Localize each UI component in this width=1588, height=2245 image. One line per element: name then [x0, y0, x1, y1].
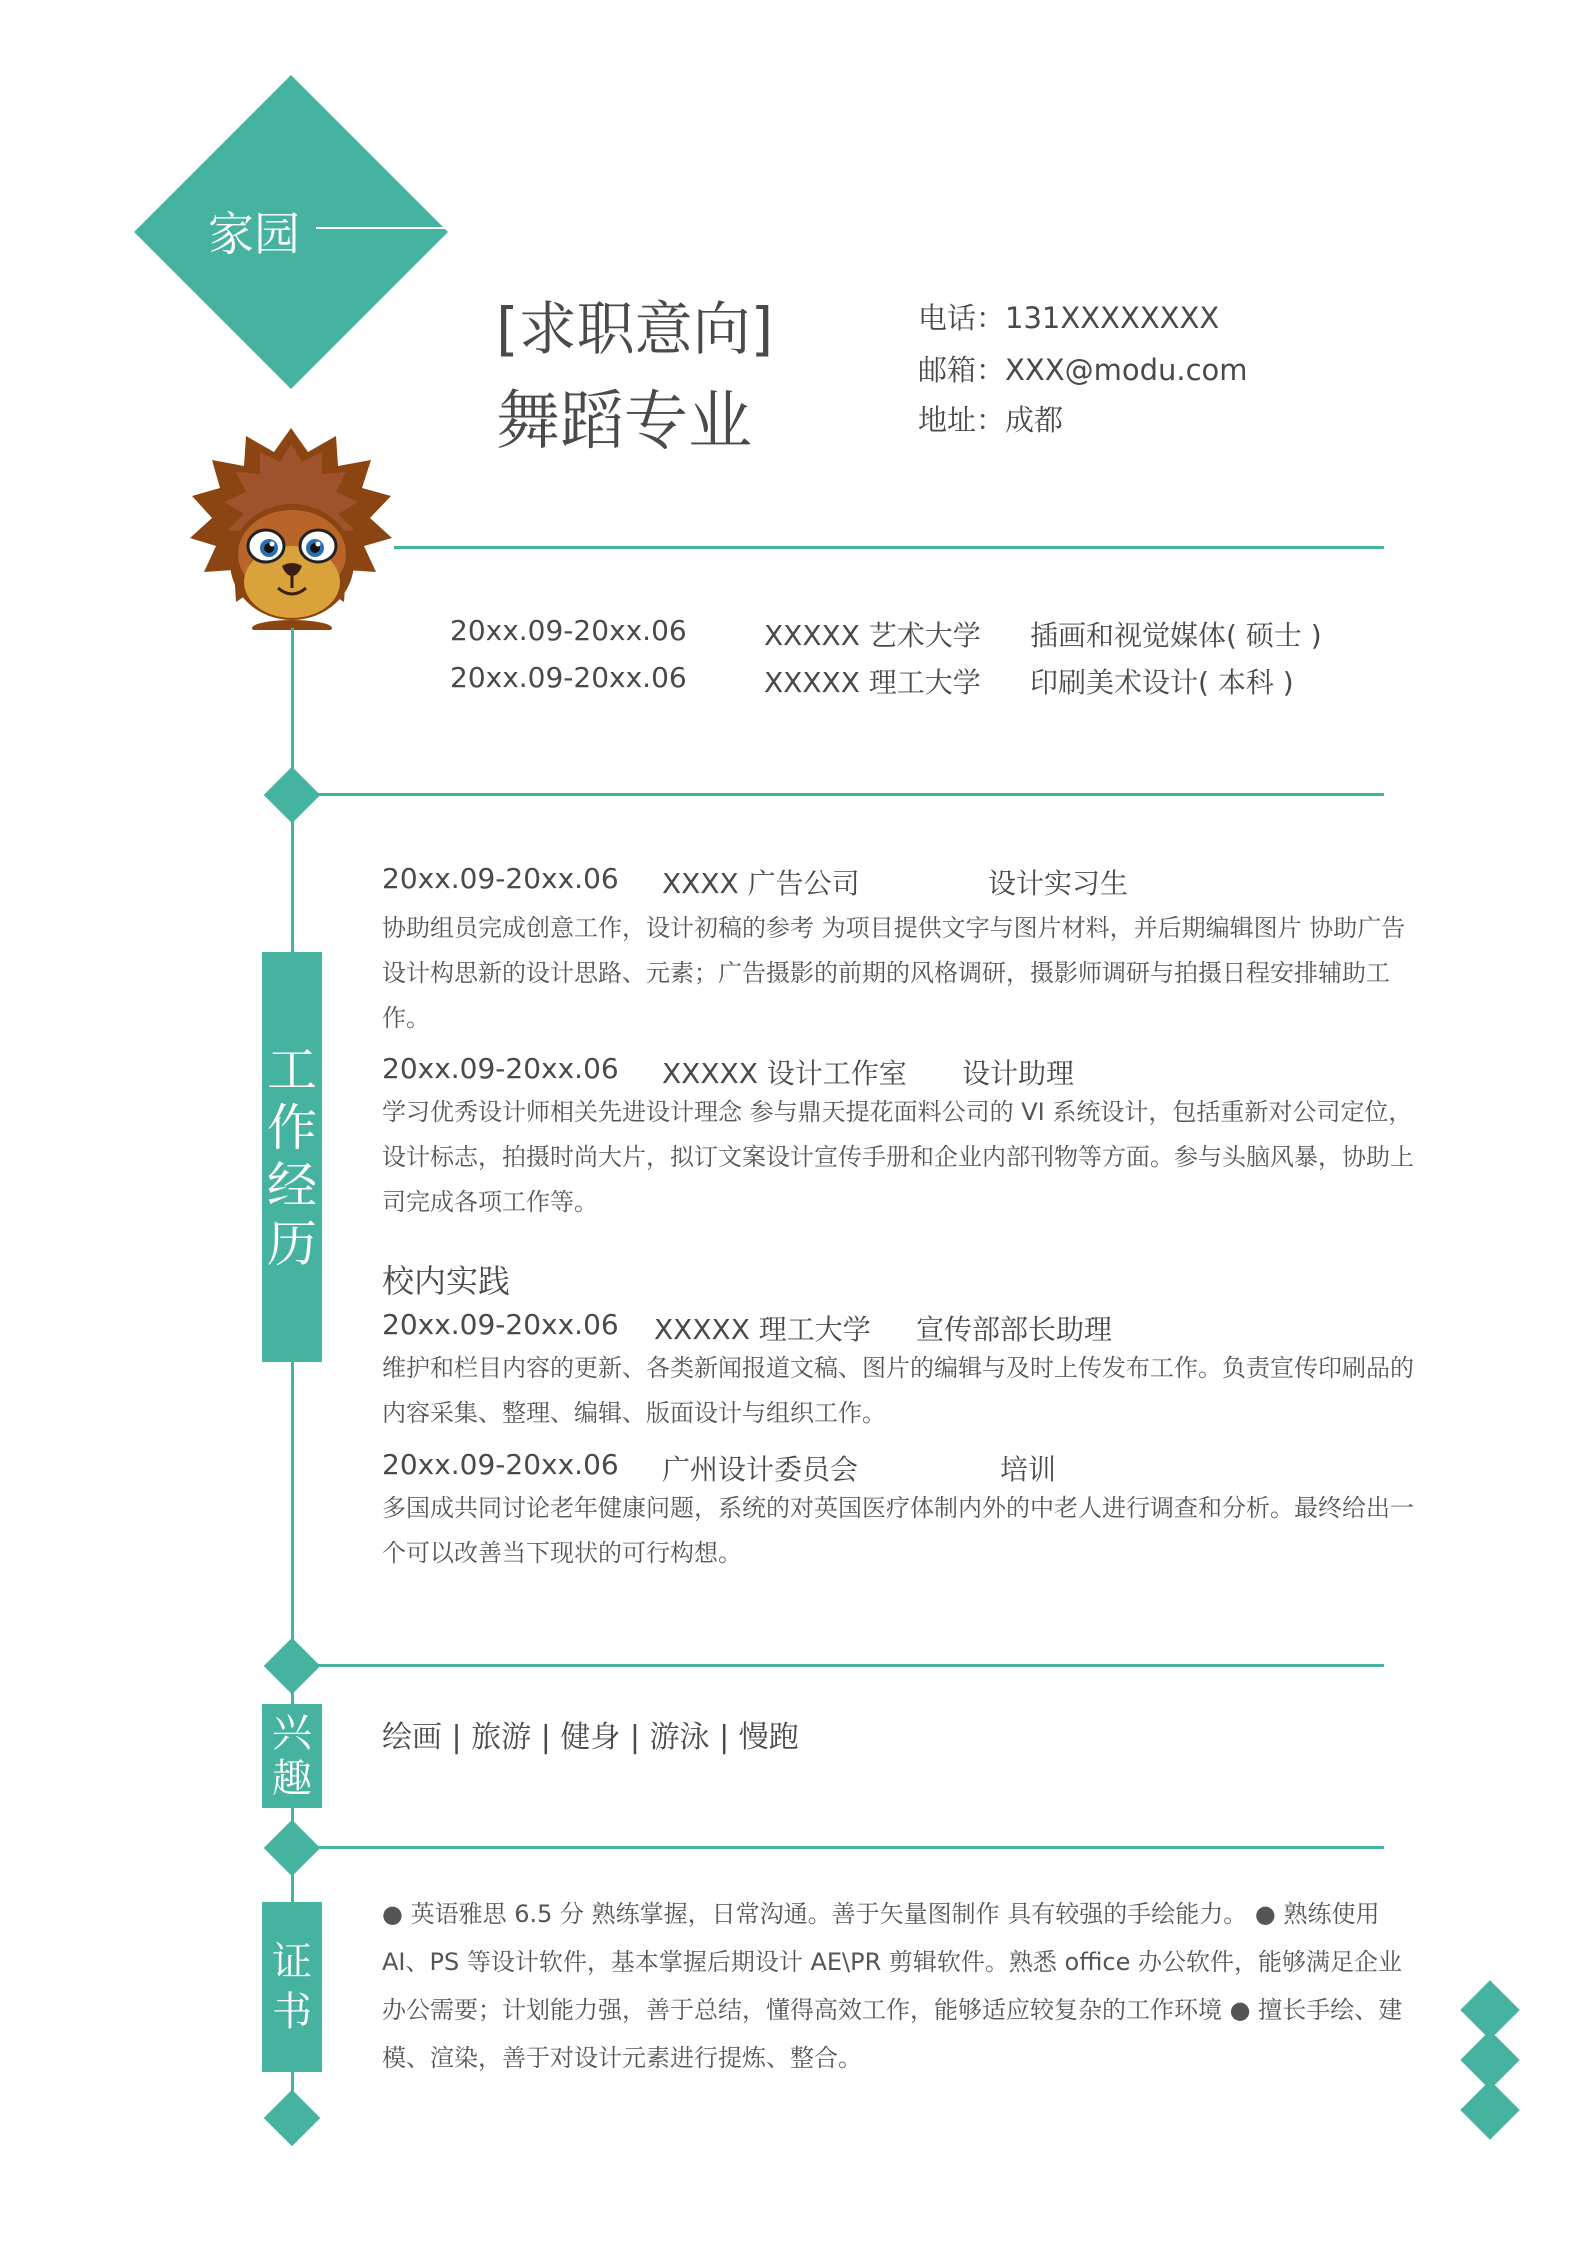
tab-char: 历 — [267, 1215, 317, 1273]
campus-role: 培训 — [1000, 1453, 1057, 1486]
campus-org: XXXXX 理工大学 — [654, 1313, 871, 1346]
campus-practice-title: 校内实践 — [382, 1262, 511, 1300]
work-experience-tab — [262, 952, 322, 1362]
campus-role: 宣传部部长助理 — [916, 1313, 1113, 1346]
campus-item-1-desc: 维护和栏目内容的更新、各类新闻报道文稿、图片的编辑与及时上传发布工作。负责宣传印刷品的内容采集、整理、编辑、版面设计与组织工作。 — [382, 1354, 1414, 1427]
tab-char: 工 — [267, 1041, 317, 1099]
education-school: XXXXX 理工大学 — [764, 666, 981, 699]
campus-date: 20xx.09-20xx.06 — [382, 1308, 619, 1341]
lion-avatar — [186, 422, 396, 630]
interests-tab — [262, 1704, 322, 1808]
work-role: 设计实习生 — [988, 867, 1129, 900]
work-role: 设计助理 — [962, 1057, 1075, 1090]
job-intent-title: [求职意向] — [496, 295, 774, 363]
certificates-top-line — [318, 1846, 1384, 1849]
work-item-2-desc: 学习优秀设计师相关先进设计理念 参与鼎天提花面料公司的 VI 系统设计，包括重新对公司定位，设计标志，拍摄时尚大片，拟订文案设计宣传手册和企业内部刊物等方面。参与头脑风暴，协助上司完成各项工作等。 — [382, 1098, 1414, 1216]
certificates-text: ● 英语雅思 6.5 分 熟练掌握，日常沟通。善于矢量图制作 具有较强的手绘能力。 ● 熟练使用 AI、PS 等设计软件，基本掌握后期设计 AE\PR 剪辑软件。熟悉 office 办公软件，能够满足企业办公需要；计划能力强，善于总结，懂得高效工作，能够适应较复杂的工作环境 ● 擅长手绘、建模、渲染，善于对设计元素进行提炼、整合。 — [382, 1900, 1403, 2072]
education-major: 插画和视觉媒体( 硕士 ) — [1030, 619, 1322, 652]
tab-char: 书 — [272, 1989, 312, 2035]
education-major: 印刷美术设计( 本科 ) — [1030, 666, 1294, 699]
timeline-diamond-interests — [264, 1638, 321, 1695]
tab-char: 经 — [267, 1157, 317, 1215]
email-text: 邮箱：XXX@modu.com — [918, 353, 1248, 387]
education-date: 20xx.09-20xx.06 — [450, 661, 687, 694]
work-org: XXXXX 设计工作室 — [662, 1057, 907, 1090]
major-title: 舞蹈专业 — [496, 385, 752, 459]
education-date: 20xx.09-20xx.06 — [450, 614, 687, 647]
work-date: 20xx.09-20xx.06 — [382, 862, 619, 895]
interests-list: 绘画 | 旅游 | 健身 | 游泳 | 慢跑 — [382, 1720, 799, 1755]
work-item-1-desc: 协助组员完成创意工作，设计初稿的参考 为项目提供文字与图片材料，并后期编辑图片 协助广告设计构思新的设计思路、元素；广告摄影的前期的风格调研，摄影师调研与拍摄日程安排辅助工作。 — [382, 914, 1406, 1032]
tab-char: 作 — [267, 1099, 317, 1157]
tab-char: 趣 — [272, 1756, 312, 1802]
campus-item-2-desc: 多国成共同讨论老年健康问题，系统的对英国医疗体制内外的中老人进行调查和分析。最终给出一个可以改善当下现状的可行构想。 — [382, 1494, 1414, 1567]
lion-icon — [186, 422, 396, 630]
logo-line — [316, 227, 446, 229]
timeline-diamond-work — [264, 767, 321, 824]
tab-char: 兴 — [272, 1710, 312, 1756]
logo-text: 家园 — [208, 207, 300, 261]
interests-top-line — [318, 1664, 1384, 1667]
campus-date: 20xx.09-20xx.06 — [382, 1448, 619, 1481]
campus-org: 广州设计委员会 — [662, 1453, 859, 1486]
work-date: 20xx.09-20xx.06 — [382, 1052, 619, 1085]
certificates-tab — [262, 1902, 322, 2072]
timeline-line — [291, 628, 294, 2118]
timeline-diamond-certificates — [264, 1820, 321, 1877]
address-text: 地址：成都 — [918, 403, 1064, 437]
education-top-line — [394, 546, 1384, 549]
work-top-line — [318, 793, 1384, 796]
work-org: XXXX 广告公司 — [662, 867, 860, 900]
education-school: XXXXX 艺术大学 — [764, 619, 981, 652]
phone-text: 电话：131XXXXXXXX — [918, 301, 1220, 335]
decor-diamond-3 — [1460, 2080, 1519, 2139]
timeline-diamond-end — [264, 2090, 321, 2147]
tab-char: 证 — [272, 1939, 312, 1985]
